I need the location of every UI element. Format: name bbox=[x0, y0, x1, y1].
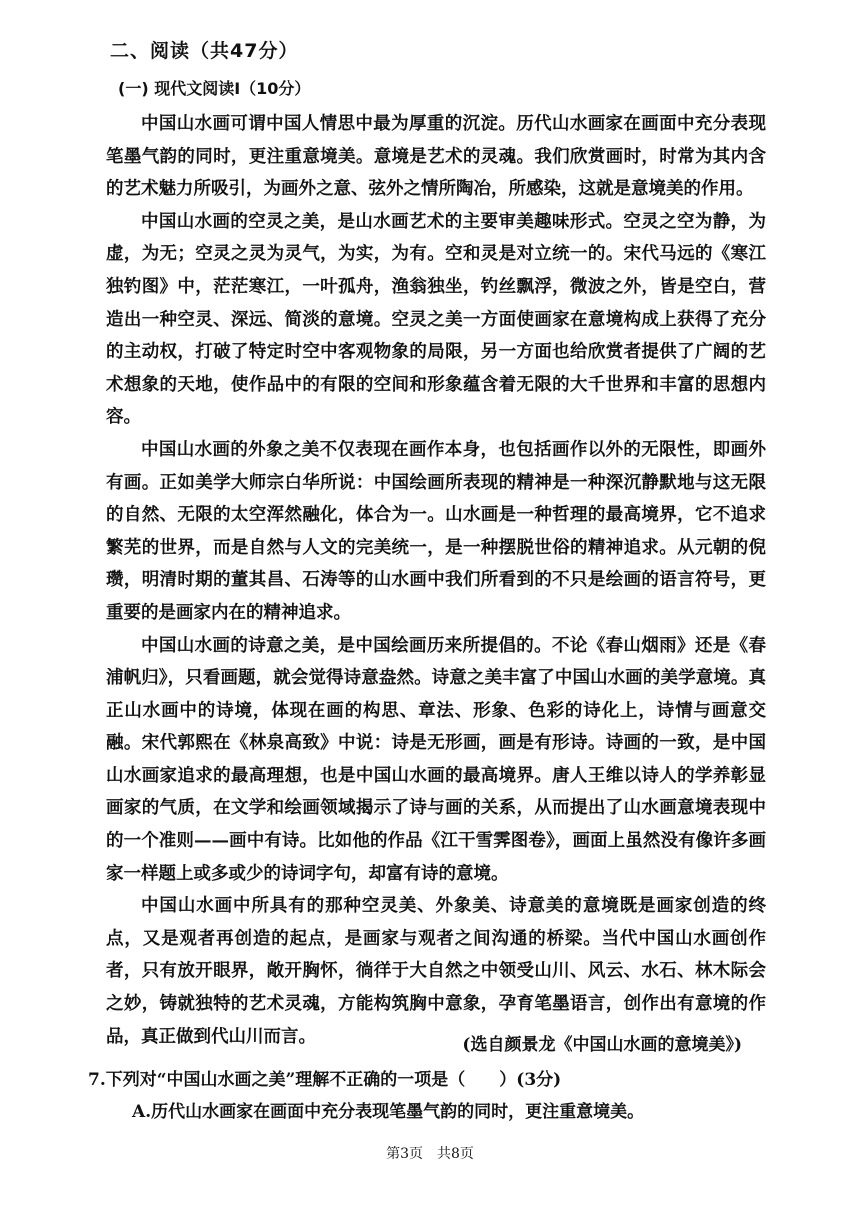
paragraph: 中国山水画的诗意之美，是中国绘画历来所提倡的。不论《春山烟雨》还是《春浦帆归》，只看画题，就会觉得诗意盎然。诗意之美丰富了中国山水画的美学意境。真正山水画中的诗境，体现在画的构思、章法、形象、色彩的诗化上，诗情与画意交融。宋代郭熙在《林泉高致》中说：诗是无形画，画是有形诗。诗画的一致，是中国山水画家追求的最高理想，也是中国山水画的最高境界。唐人王维以诗人的学养彰显画家的气质，在文学和绘画领域揭示了诗与画的关系，从而提出了山水画意境表现中的一个准则——画中有诗。比如他的作品《江干雪霁图卷》，画面上虽然没有像许多画家一样题上或多或少的诗词字句，却富有诗的意境。 bbox=[106, 635, 766, 884]
option-a: A.历代山水画家在画面中充分表现笔墨气韵的同时，更注重意境美。 bbox=[132, 1102, 645, 1122]
paragraph: 中国山水画中所具有的那种空灵美、外象美、诗意美的意境既是画家创造的终点，又是观者再创造的起点，是画家与观者之间沟通的桥梁。当代中国山水画创作者，只有放开眼界，敞开胸怀，徜徉于大自然之中领受山川、风云、水石、林木际会之妙，铸就独特的艺术灵魂，方能构筑胸中意象，孕育笔墨语言，创作出有意境的作品，真正做到代山川而言。 bbox=[106, 896, 766, 1047]
section-title: 二、阅读（共47分） bbox=[110, 40, 299, 62]
question-7: 7.下列对“中国山水画之美”理解不正确的一项是（ ）(3分) bbox=[88, 1070, 562, 1090]
passage-source: (选自颜景龙《中国山水画的意境美》) bbox=[462, 1035, 742, 1055]
reading-passage bbox=[106, 108, 766, 1053]
paragraph: 中国山水画的空灵之美，是山水画艺术的主要审美趣味形式。空灵之空为静，为虚，为无；空灵之灵为灵气，为实，为有。空和灵是对立统一的。宋代马远的《寒江独钓图》中，茫茫寒江，一叶孤舟，渔翁独坐，钓丝飘浮，微波之外，皆是空白，营造出一种空灵、深远、简淡的意境。空灵之美一方面使画家在意境构成上获得了充分的主动权，打破了特定时空中客观物象的局限，另一方面也给欣赏者提供了广阔的艺术想象的天地，使作品中的有限的空间和形象蕴含着无限的大千世界和丰富的思想内容。 bbox=[106, 211, 766, 428]
page-number: 第3页 共8页 bbox=[386, 1146, 474, 1162]
sub-section-title: (一) 现代文阅读I（10分） bbox=[118, 79, 311, 98]
paragraph: 中国山水画可谓中国人情思中最为厚重的沉淀。历代山水画家在画面中充分表现笔墨气韵的同时，更注重意境美。意境是艺术的灵魂。我们欣赏画时，时常为其内含的艺术魅力所吸引，为画外之意、弦外之情所陶冶，所感染，这就是意境美的作用。 bbox=[106, 114, 766, 200]
paragraph: 中国山水画的外象之美不仅表现在画作本身，也包括画作以外的无限性，即画外有画。正如美学大师宗白华所说：中国绘画所表现的精神是一种深沉静默地与这无限的自然、无限的太空浑然融化，体合为一。山水画是一种哲理的最高境界，它不追求繁芜的世界，而是自然与人文的完美统一，是一种摆脱世俗的精神追求。从元朝的倪瓒，明清时期的董其昌、石涛等的山水画中我们所看到的不只是绘画的语言符号，更重要的是画家内在的精神追求。 bbox=[106, 439, 766, 623]
